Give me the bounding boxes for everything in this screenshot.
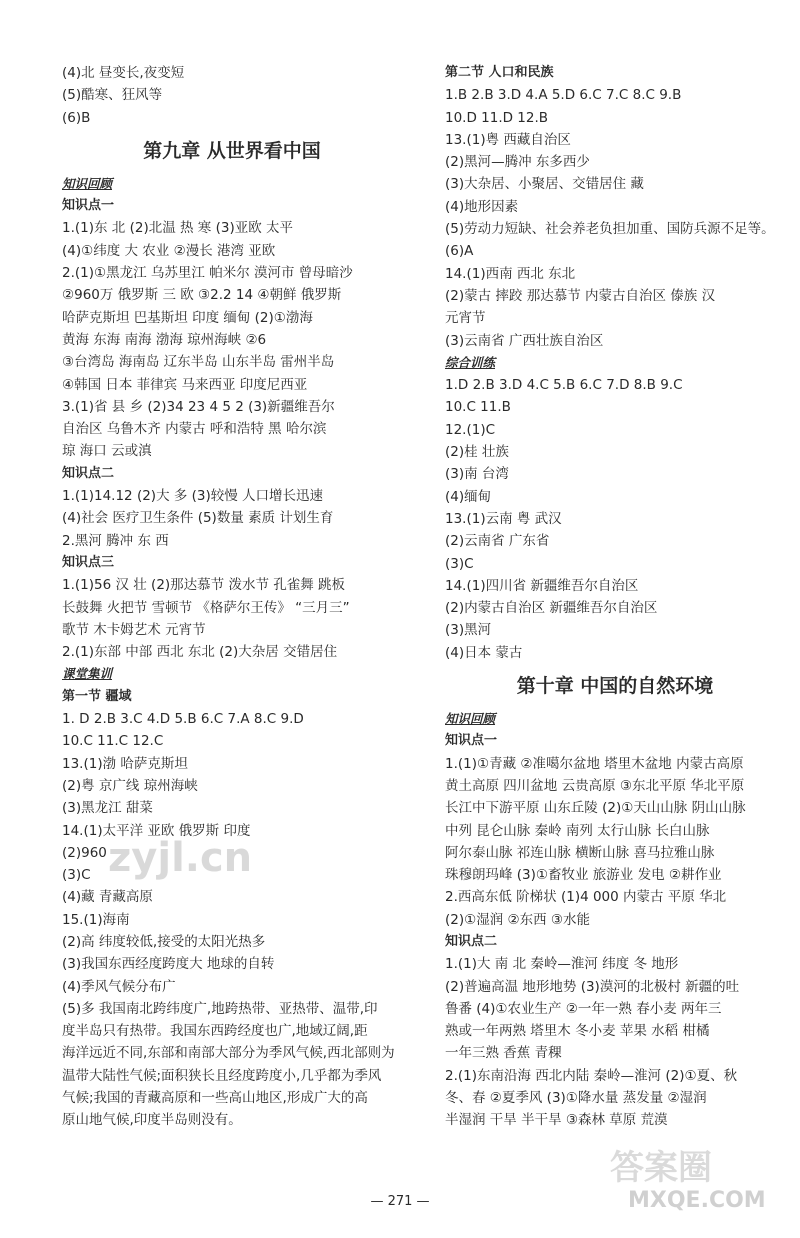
answer-line: (3)C [62, 867, 91, 884]
section-heading: 知识点一 [445, 733, 498, 749]
answer-line: (5)劳动力短缺、社会养老负担加重、国防兵源不足等。 [445, 221, 775, 238]
answer-line: 黄土高原 四川盆地 云贵高原 ③东北平原 华北平原 [445, 777, 745, 794]
answer-line: 长江中下游平原 山东丘陵 (2)①天山山脉 阴山山脉 [445, 800, 746, 817]
answer-line: (2)普遍高温 地形地势 (3)漠河的北极村 新疆的吐 [445, 978, 740, 995]
answer-line: 半湿润 干旱 半干旱 ③森林 草原 荒漠 [445, 1112, 668, 1129]
answer-line: (4)藏 青藏高原 [62, 889, 153, 906]
answer-line: 1. D 2.B 3.C 4.D 5.B 6.C 7.A 8.C 9.D [62, 711, 304, 728]
answer-line: (4)日本 蒙古 [445, 644, 523, 661]
left-column [62, 62, 402, 1132]
answer-line: 14.(1)西南 西北 东北 [445, 265, 576, 282]
answer-line: (2)粤 京广线 琼州海峡 [62, 777, 198, 794]
answer-line: 1.(1)14.12 (2)大 多 (3)较慢 人口增长迅速 [62, 488, 324, 505]
chapter-title: 第九章 从世界看中国 [143, 139, 321, 162]
answer-line: 10.C 11.B [445, 399, 511, 416]
answer-line: 2.西高东低 阶梯状 (1)4 000 内蒙古 平原 华北 [445, 889, 727, 906]
section-heading: 第一节 疆域 [62, 688, 132, 704]
answer-line: (3)我国东西经度跨度大 地球的自转 [62, 956, 275, 973]
answer-line: 阿尔泰山脉 祁连山脉 横断山脉 喜马拉雅山脉 [445, 844, 715, 861]
answer-line: 2.(1)①黑龙江 乌苏里江 帕米尔 漠河市 曾母暗沙 [62, 265, 353, 282]
answer-line: (6)B [62, 109, 91, 126]
answer-line: (3)大杂居、小聚居、交错居住 藏 [445, 176, 644, 193]
answer-line: (2)高 纬度较低,接受的太阳光热多 [62, 933, 266, 950]
answer-line: 13.(1)渤 哈萨克斯坦 [62, 755, 188, 772]
handwritten-heading: 课堂集训 [62, 666, 113, 682]
answer-line: 1.(1)56 汉 壮 (2)那达慕节 泼水节 孔雀舞 跳板 [62, 577, 346, 594]
answer-line: (4)地形因素 [445, 198, 519, 215]
section-heading: 知识点三 [62, 554, 115, 570]
answer-line: 10.D 11.D 12.B [445, 109, 549, 126]
section-heading: 知识点二 [62, 465, 115, 481]
answer-line: 冬、春 ②夏季风 (3)①降水量 蒸发量 ②湿润 [445, 1090, 707, 1107]
answer-line: (3)C [445, 555, 474, 572]
answer-line: (3)云南省 广西壮族自治区 [445, 332, 604, 349]
answer-line: 15.(1)海南 [62, 911, 130, 928]
answer-line: 14.(1)太平洋 亚欧 俄罗斯 印度 [62, 822, 251, 839]
answer-line: ②960万 俄罗斯 三 欧 ③2.2 14 ④朝鲜 俄罗斯 [62, 287, 342, 304]
handwritten-heading: 知识回顾 [62, 175, 113, 191]
answer-line: (6)A [445, 243, 474, 260]
answer-line: (2)黑河—腾冲 东多西少 [445, 154, 590, 171]
answer-line: ③台湾岛 海南岛 辽东半岛 山东半岛 雷州半岛 [62, 354, 335, 371]
answer-line: 10.C 11.C 12.C [62, 733, 164, 750]
answer-line: 熟或一年两熟 塔里木 冬小麦 苹果 水稻 柑橘 [445, 1023, 710, 1040]
answer-line: (2)内蒙古自治区 新疆维吾尔自治区 [445, 600, 658, 617]
answer-line: (5)多 我国南北跨纬度广,地跨热带、亚热带、温带,印 [62, 1000, 378, 1017]
answer-line: 长鼓舞 火把节 雪顿节 《格萨尔王传》 “三月三” [62, 599, 350, 616]
answer-line: (2)①湿润 ②东西 ③水能 [445, 911, 591, 928]
answer-line: (4)季风气候分布广 [62, 978, 176, 995]
answer-line: (3)黑龙江 甜菜 [62, 800, 153, 817]
answer-line: 温带大陆性气候;面积狭长且经度跨度小,几乎都为季风 [62, 1067, 382, 1084]
answer-line: 3.(1)省 县 乡 (2)34 23 4 5 2 (3)新疆维吾尔 [62, 398, 335, 415]
answer-line: 原山地气候,印度半岛则没有。 [62, 1112, 242, 1129]
handwritten-heading: 综合训练 [445, 354, 496, 370]
answer-line: 2.(1)东部 中部 西北 东北 (2)大杂居 交错居住 [62, 644, 338, 661]
answer-line: (2)桂 壮族 [445, 444, 509, 461]
watermark-center: zyjl.cn [108, 835, 253, 881]
answer-line: (2)960 [62, 844, 107, 861]
right-column [445, 62, 785, 1132]
answer-line: (4)缅甸 [445, 488, 492, 505]
section-heading: 第二节 人口和民族 [445, 65, 554, 80]
answer-line: 13.(1)粤 西藏自治区 [445, 131, 571, 148]
watermark-corner-url: MXQE.COM [628, 1188, 766, 1213]
answer-line: 14.(1)四川省 新疆维吾尔自治区 [445, 577, 639, 594]
answer-line: 哈萨克斯坦 巴基斯坦 印度 缅甸 (2)①渤海 [62, 309, 313, 326]
answer-line: 鲁番 (4)①农业生产 ②一年一熟 春小麦 两年三 [445, 1000, 722, 1017]
answer-line: 琼 海口 云或滇 [62, 443, 152, 460]
page-number: — 271 — [370, 1194, 430, 1209]
chapter-title: 第十章 中国的自然环境 [516, 675, 714, 698]
answer-line: 度半岛只有热带。我国东西跨经度也广,地域辽阔,距 [62, 1023, 368, 1040]
answer-line: 12.(1)C [445, 421, 496, 438]
section-heading: 知识点二 [445, 933, 498, 949]
answer-line: 黄海 东海 南海 渤海 琼州海峡 ②6 [62, 331, 267, 348]
answer-line: 13.(1)云南 粤 武汉 [445, 510, 562, 527]
answer-line: (4)社会 医疗卫生条件 (5)数量 素质 计划生育 [62, 510, 334, 527]
answer-line: (4)①纬度 大 农业 ②漫长 港湾 亚欧 [62, 242, 276, 259]
answer-line: (4)北 昼变长,夜变短 [62, 65, 185, 81]
answer-line: 1.B 2.B 3.D 4.A 5.D 6.C 7.C 8.C 9.B [445, 87, 682, 104]
answer-line: 1.(1)大 南 北 秦岭—淮河 纬度 冬 地形 [445, 956, 679, 973]
answer-line: 中列 昆仑山脉 秦岭 南列 太行山脉 长白山脉 [445, 822, 710, 839]
answer-line: 珠穆朗玛峰 (3)①畜牧业 旅游业 发电 ②耕作业 [445, 867, 722, 884]
answer-line: 2.黑河 腾冲 东 西 [62, 532, 169, 549]
answer-line: 一年三熟 香蕉 青稞 [445, 1045, 562, 1062]
answer-line: (2)云南省 广东省 [445, 533, 550, 550]
answer-line: (2)蒙古 摔跤 那达慕节 内蒙古自治区 傣族 汉 [445, 287, 716, 304]
answer-line: 1.(1)东 北 (2)北温 热 寒 (3)亚欧 太平 [62, 220, 293, 237]
answer-line: (3)南 台湾 [445, 466, 509, 483]
answer-line: (3)黑河 [445, 622, 492, 639]
answer-line: 歌节 木卡姆艺术 元宵节 [62, 621, 206, 638]
answer-line: 海洋远近不同,东部和南部大部分为季风气候,西北部则为 [62, 1045, 395, 1062]
handwritten-heading: 知识回顾 [445, 711, 496, 727]
answer-line: 气候;我国的青藏高原和一些高山地区,形成广大的高 [62, 1090, 368, 1107]
answer-line: 1.D 2.B 3.D 4.C 5.B 6.C 7.D 8.B 9.C [445, 377, 683, 394]
answer-line: 1.(1)①青藏 ②准噶尔盆地 塔里木盆地 内蒙古高原 [445, 755, 744, 772]
answer-line: 元宵节 [445, 310, 486, 327]
answer-line: (5)酷寒、狂风等 [62, 87, 163, 104]
answer-line: 自治区 乌鲁木齐 内蒙古 呼和浩特 黑 哈尔滨 [62, 421, 327, 438]
section-heading: 知识点一 [62, 198, 115, 214]
answer-line: 2.(1)东南沿海 西北内陆 秦岭—淮河 (2)①夏、秋 [445, 1067, 738, 1084]
answer-line: ④韩国 日本 菲律宾 马来西亚 印度尼西亚 [62, 376, 308, 393]
watermark-corner: 答案圈 [610, 1148, 712, 1188]
